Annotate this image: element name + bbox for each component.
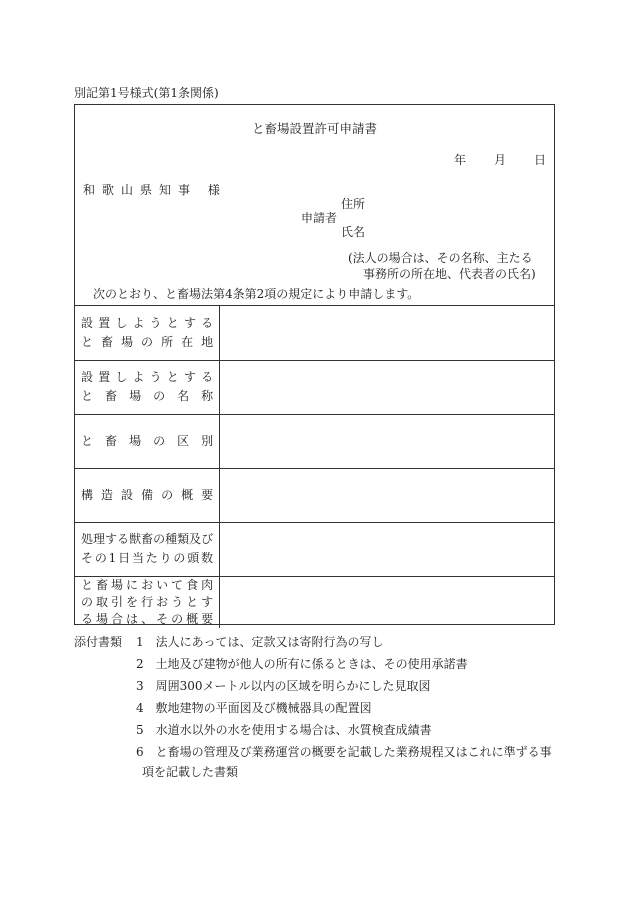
date-year: 年 bbox=[453, 153, 466, 167]
row-label-line: る 場 合 は 、 そ の 概 要 bbox=[81, 611, 214, 626]
list-item bbox=[136, 633, 384, 650]
name-label: 氏名 bbox=[341, 225, 366, 239]
row-label bbox=[75, 414, 220, 468]
addressee: 和歌山県知事 様 bbox=[83, 183, 227, 197]
item-text: と畜場の管理及び業務運営の概要を記載した業務規程又はこれに準ずる事 bbox=[155, 745, 552, 759]
row-label-line: 処 理 す る 獣 畜 の 種 類 及 び bbox=[81, 532, 214, 546]
item-text: 土地及び建物が他人の所有に係るときは、その使用承諾書 bbox=[155, 657, 468, 671]
table-row bbox=[75, 414, 554, 468]
row-label-line: 構 造 設 備 の 概 要 bbox=[81, 487, 214, 502]
row-label-line: と 畜 場 に お い て 食 肉 bbox=[81, 577, 214, 592]
applicant-label: 申請者 bbox=[301, 211, 338, 225]
corporation-note-line-1: (法人の場合は、その名称、主たる bbox=[348, 251, 533, 265]
list-item-continuation: 項を記載した書類 bbox=[142, 765, 239, 779]
table-row bbox=[75, 522, 554, 576]
item-number: 2 bbox=[136, 657, 144, 671]
row-label-line: の 取 引 を 行 お う と す bbox=[81, 594, 214, 609]
date-day: 日 bbox=[533, 153, 546, 167]
list-item bbox=[136, 743, 552, 760]
item-text: 周囲300メートル以内の区域を明らかにした見取図 bbox=[155, 679, 431, 693]
row-label-line: と 畜 場 の 所 在 地 bbox=[81, 334, 214, 349]
list-item bbox=[136, 655, 468, 672]
application-fields-table bbox=[75, 306, 554, 628]
table-row bbox=[75, 360, 554, 414]
row-label-line: と 畜 場 の 名 称 bbox=[81, 389, 214, 403]
row-label bbox=[75, 306, 220, 360]
declaration-text: 次のとおり、と畜場法第4条第2項の規定により申請します。 bbox=[93, 287, 420, 301]
row-label-line: そ の 1 日 当 た り の 頭 数 bbox=[81, 551, 214, 565]
row-label-line: と 畜 場 の 区 別 bbox=[81, 433, 214, 448]
attachments-heading: 添付書類 bbox=[74, 635, 123, 649]
address-label: 住所 bbox=[341, 197, 366, 211]
item-number: 1 bbox=[136, 635, 144, 649]
location-value-cell[interactable] bbox=[220, 306, 554, 360]
category-value-cell[interactable] bbox=[220, 414, 554, 468]
facilities-value-cell[interactable] bbox=[220, 468, 554, 522]
row-label-line: 設 置 し よ う と す る bbox=[81, 315, 214, 330]
corporation-note-line-2: 事務所の所在地、代表者の氏名) bbox=[363, 267, 536, 281]
meat-trade-value-cell[interactable] bbox=[220, 576, 554, 628]
animal-types-value-cell[interactable] bbox=[220, 522, 554, 576]
row-label bbox=[75, 468, 220, 522]
application-form bbox=[74, 104, 555, 625]
form-number-label: 別記第1号様式(第1条関係) bbox=[74, 86, 219, 100]
list-item bbox=[136, 699, 372, 716]
item-text: 敷地建物の平面図及び機械器具の配置図 bbox=[155, 701, 372, 715]
row-label-line: 設 置 し よ う と す る bbox=[81, 370, 214, 384]
row-label bbox=[75, 360, 220, 414]
list-item bbox=[136, 721, 432, 738]
table-row bbox=[75, 306, 554, 360]
date-field[interactable] bbox=[454, 151, 546, 168]
list-item bbox=[136, 677, 431, 694]
item-number: 3 bbox=[136, 679, 144, 693]
name-value-cell[interactable] bbox=[220, 360, 554, 414]
row-label bbox=[75, 576, 220, 628]
row-label bbox=[75, 522, 220, 576]
table-row bbox=[75, 576, 554, 628]
item-number: 5 bbox=[136, 723, 144, 737]
item-text: 水道水以外の水を使用する場合は、水質検査成績書 bbox=[155, 723, 432, 737]
form-header bbox=[75, 105, 554, 306]
item-text: 法人にあっては、定款又は寄附行為の写し bbox=[155, 635, 384, 649]
item-number: 6 bbox=[136, 745, 144, 759]
table-row bbox=[75, 468, 554, 522]
item-number: 4 bbox=[136, 701, 144, 715]
form-title: と畜場設置許可申請書 bbox=[251, 121, 377, 136]
date-month: 月 bbox=[493, 153, 506, 167]
